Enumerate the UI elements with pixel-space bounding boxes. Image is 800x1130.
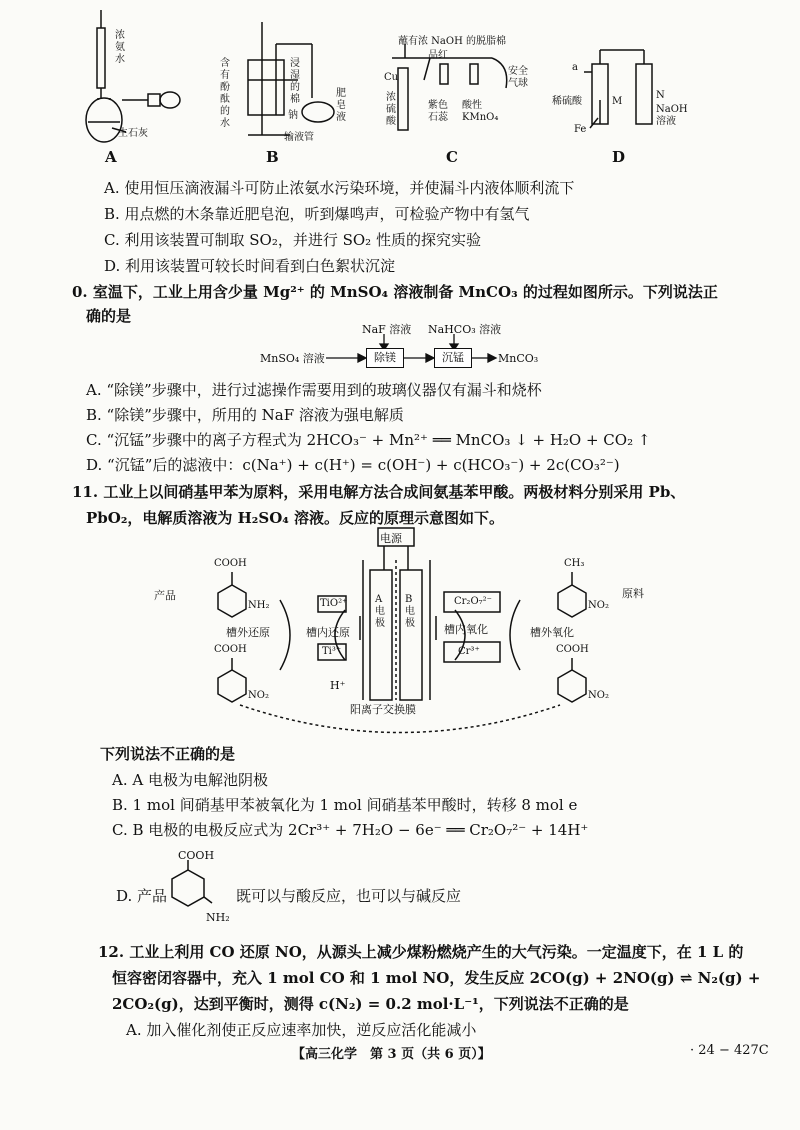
q11-stem-line1: 11. 工业上以间硝基甲苯为原料，采用电解方法合成间氨基苯甲酸。两极材料分别采用 Pb、 [72,483,686,501]
label-concentrated-ammonia: 浓氨水 [115,30,125,65]
apparatus-b-label: B [266,148,279,166]
q12-stem-line2: 恒容密闭容器中，充入 1 mol CO 和 1 mol NO，发生反应 2CO(g) + 2NO(g) ⇌ N₂(g) + [112,969,761,987]
outer-oxidation-label: 槽外氧化 [530,626,574,639]
product-cooh: COOH [214,558,247,569]
q11-ask: 下列说法不正确的是 [100,745,236,763]
q10-option-d: D. “沉锰”后的滤液中：c(Na⁺) + c(H⁺) = c(OH⁻) + c(HCO₃⁻) + 2c(CO₃²⁻) [86,456,620,474]
q11-option-d-text: 既可以与酸反应，也可以与碱反应 [236,887,462,905]
label-soap-solution: 肥皂液 [336,88,346,123]
q9-option-c: C. 利用该装置可制取 SO₂，并进行 SO₂ 性质的探究实验 [104,231,481,249]
label-conc-sulfuric-acid: 浓硫酸 [386,92,396,127]
ion-h-plus: H⁺ [330,679,346,692]
apparatus-a-label: A [105,148,117,166]
q11-option-c: C. B 电极的电极反应式为 2Cr³⁺ + 7H₂O − 6e⁻ ══ Cr₂O₇²⁻ + 14H⁺ [112,821,589,839]
q11-option-d-prefix: D. 产品 [116,887,168,905]
q10-option-a: A. “除镁”步骤中，进行过滤操作需要用到的玻璃仪器仅有漏斗和烧杯 [86,381,542,399]
q11-d-cooh: COOH [178,849,215,862]
q11-stem-line2: PbO₂，电解质溶液为 H₂SO₄ 溶液。反应的原理示意图如下。 [86,509,505,527]
label-phenolphthalein-water: 含有酚酞的水 [220,58,230,129]
label-quicklime: 生石灰 [118,128,148,139]
label-m-tube: M [612,96,623,107]
label-infusion-tube: 输液管 [284,132,314,143]
q12-stem-line1: 12. 工业上利用 CO 还原 NO，从源头上减少煤粉燃烧产生的大气污染。一定温度下，在 1 L 的 [98,943,744,961]
flow-start-mnso4: MnSO₄ 溶液 [260,352,325,365]
label-a-valve: a [572,62,578,73]
material-no2: NO₂ [588,600,609,611]
label-fuchsin: 品红 [428,50,448,61]
q10-option-c: C. “沉锰”步骤中的离子方程式为 2HCO₃⁻ + Mn²⁺ ══ MnCO₃ ↓ + H₂O + CO₂ ↑ [86,431,651,449]
q9-option-b: B. 用点燃的木条靠近肥皂泡，听到爆鸣声，可检验产物中有氢气 [104,205,530,223]
apparatus-c-label: C [446,148,458,166]
raw-material-label: 原料 [622,587,644,600]
label-sodium: 钠 [288,110,298,121]
label-acidic-kmno4: 酸性KMnO₄ [462,100,499,123]
flow-end-mnco3: MnCO₃ [498,352,539,365]
q9-option-d: D. 利用该装置可较长时间看到白色絮状沉淀 [104,257,396,275]
intermediate-cooh-left: COOH [214,644,247,655]
power-supply-label: 电源 [380,532,402,545]
apparatus-d-label: D [612,148,626,166]
ion-cr3: Cr³⁺ [458,646,480,657]
label-iron: Fe [574,124,587,135]
flow-reagent-nahco3: NaHCO₃ 溶液 [428,323,502,336]
q10-stem-line1: 0. 室温下，工业上用含少量 Mg²⁺ 的 MnSO₄ 溶液制备 MnCO₃ 的过程如图所示。下列说法正 [72,283,718,301]
flow-step-precipitate-mn: 沉锰 [434,348,472,368]
label-naoh-cotton: 蘸有浓 NaOH 的脱脂棉 [398,36,506,47]
intermediate-cooh-right: COOH [556,644,589,655]
q11-option-a: A. A 电极为电解池阴极 [112,771,268,789]
q9-option-a: A. 使用恒压滴液漏斗可防止浓氨水污染环境，并使漏斗内液体顺利流下 [104,179,575,197]
label-n-tube: N [656,90,665,101]
q10-option-b: B. “除镁”步骤中，所用的 NaF 溶液为强电解质 [86,406,404,424]
intermediate-no2-right: NO₂ [588,690,609,701]
flow-step-remove-mg: 除镁 [366,348,404,368]
label-safety-balloon: 安全气球 [508,66,528,89]
q10-stem-line2: 确的是 [86,307,132,325]
ion-cr2o7: Cr₂O₇²⁻ [454,596,492,607]
membrane-label: 阳离子交换膜 [350,703,416,716]
q11-option-b: B. 1 mol 间硝基甲苯被氧化为 1 mol 间硝基苯甲酸时，转移 8 mol e [112,796,578,814]
q12-option-a: A. 加入催化剂使正反应速率加快，逆反应活化能减小 [126,1021,477,1039]
outer-reduction-label: 槽外还原 [226,626,270,639]
product-label: 产品 [154,589,176,602]
flow-reagent-naf: NaF 溶液 [362,323,412,336]
q12-stem-line3: 2CO₂(g)，达到平衡时，测得 c(N₂) = 0.2 mol·L⁻¹，下列说法不正确的是 [112,995,629,1013]
label-wet-cotton: 浸湿的棉 [290,58,300,105]
label-naoh-solution: NaOH溶液 [656,104,688,127]
ion-ti3: Ti³⁺ [322,646,342,657]
label-dilute-sulfuric-acid: 稀硫酸 [552,96,582,107]
label-copper: Cu [384,72,399,83]
product-nh2: NH₂ [248,600,270,611]
material-ch3: CH₃ [564,558,585,569]
label-litmus: 紫色石蕊 [428,100,448,123]
page-footer-code: · 24 − 427C [690,1043,769,1058]
inner-reduction-label: 槽内还原 [306,626,350,639]
inner-oxidation-label: 槽内氧化 [444,623,488,636]
electrode-b-label: B电极 [405,594,415,629]
intermediate-no2-left: NO₂ [248,690,269,701]
electrode-a-label: A电极 [375,594,385,629]
ion-tio2: TiO²⁺ [320,598,348,609]
page-footer-info: 【高三化学 第 3 页（共 6 页）】 [292,1047,491,1062]
q11-d-nh2: NH₂ [206,911,230,924]
